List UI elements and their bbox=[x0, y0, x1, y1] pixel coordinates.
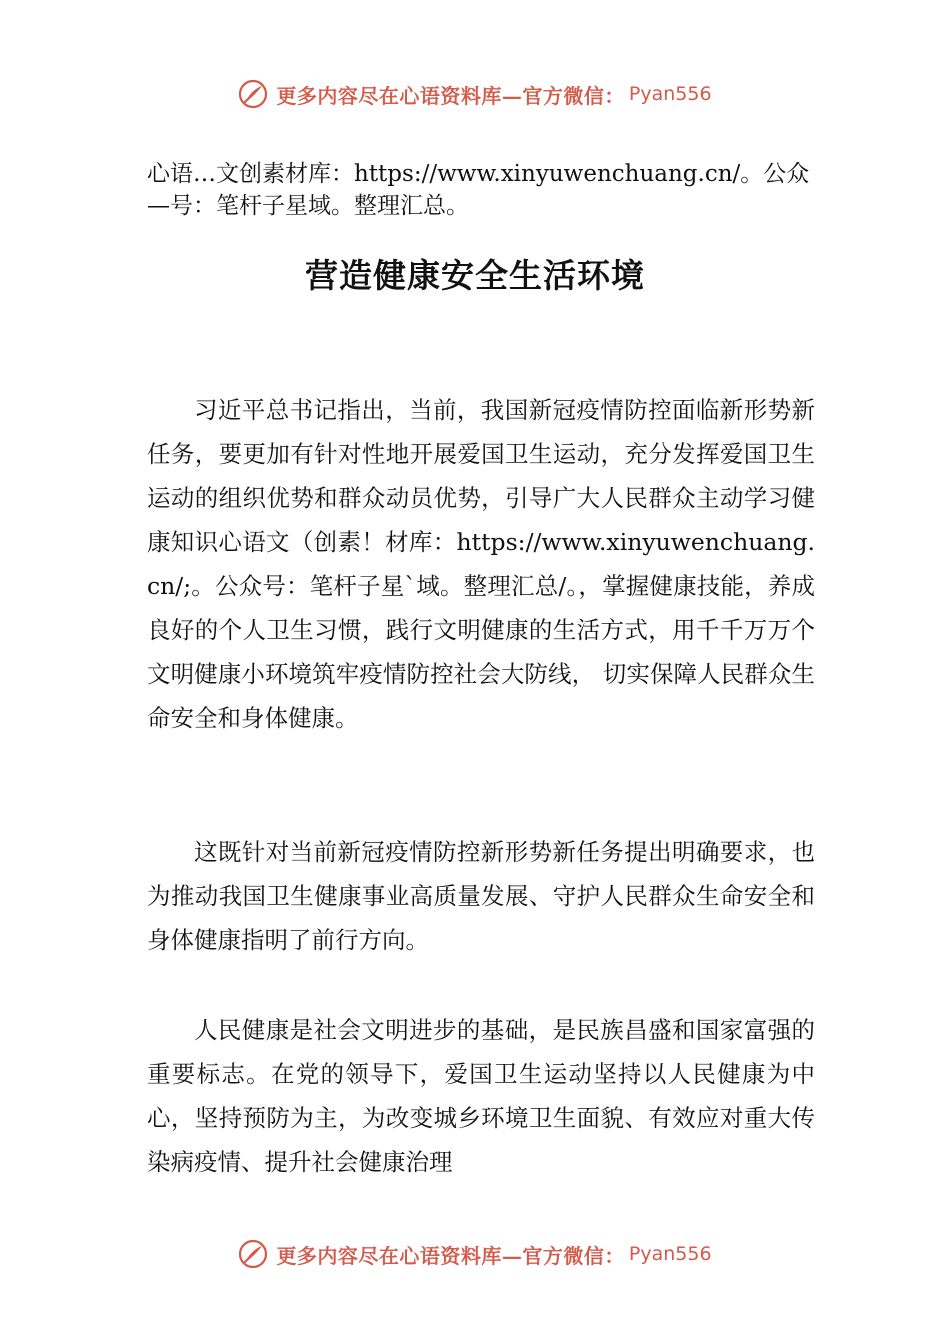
body-paragraph-3: 人民健康是社会文明进步的基础，是民族昌盛和国家富强的重要标志。在党的领导下，爱国卫生运动坚持以人民健康为中心，坚持预防为主，为改变城乡环境卫生面貌、有效应对重大传染病疫情、提升社会健康治理 bbox=[147, 1016, 815, 1176]
source-note: 心语…文创素材库：https://www.xinyuwenchuang.cn/。公众—号：笔杆子星域。整理汇总。 bbox=[147, 161, 810, 219]
document-title: 营造健康安全生活环境 bbox=[305, 256, 645, 295]
feather-logo-icon bbox=[238, 1239, 268, 1269]
header-banner-wechat-id: Pyan556 bbox=[628, 83, 712, 105]
footer-banner-text: 更多内容尽在心语资料库—官方微信： bbox=[276, 1243, 625, 1268]
header-banner-text: 更多内容尽在心语资料库—官方微信： bbox=[276, 83, 625, 108]
feather-logo-icon bbox=[238, 79, 268, 109]
header-banner bbox=[0, 74, 950, 114]
footer-banner bbox=[0, 1234, 950, 1274]
body-paragraph-1: 习近平总书记指出，当前，我国新冠疫情防控面临新形势新任务，要更加有针对性地开展爱国卫生运动，充分发挥爱国卫生运动的组织优势和群众动员优势，引导广大人民群众主动学习健康知识心语文（创素！材库：https://www.xinyuwenchuang.cn/;。公众号：笔杆子星`域。整理汇总/。，掌握健康技能，养成良好的个人卫生习惯，践行文明健康的生活方式，用千千万万个文明健康小环境筑牢疫情防控社会大防线， 切实保障人民群众生命安全和身体健康。 bbox=[147, 396, 815, 732]
footer-banner-wechat-id: Pyan556 bbox=[628, 1243, 712, 1265]
body-paragraph-2: 这既针对当前新冠疫情防控新形势新任务提出明确要求，也为推动我国卫生健康事业高质量发展、守护人民群众生命安全和身体健康指明了前行方向。 bbox=[147, 838, 815, 954]
